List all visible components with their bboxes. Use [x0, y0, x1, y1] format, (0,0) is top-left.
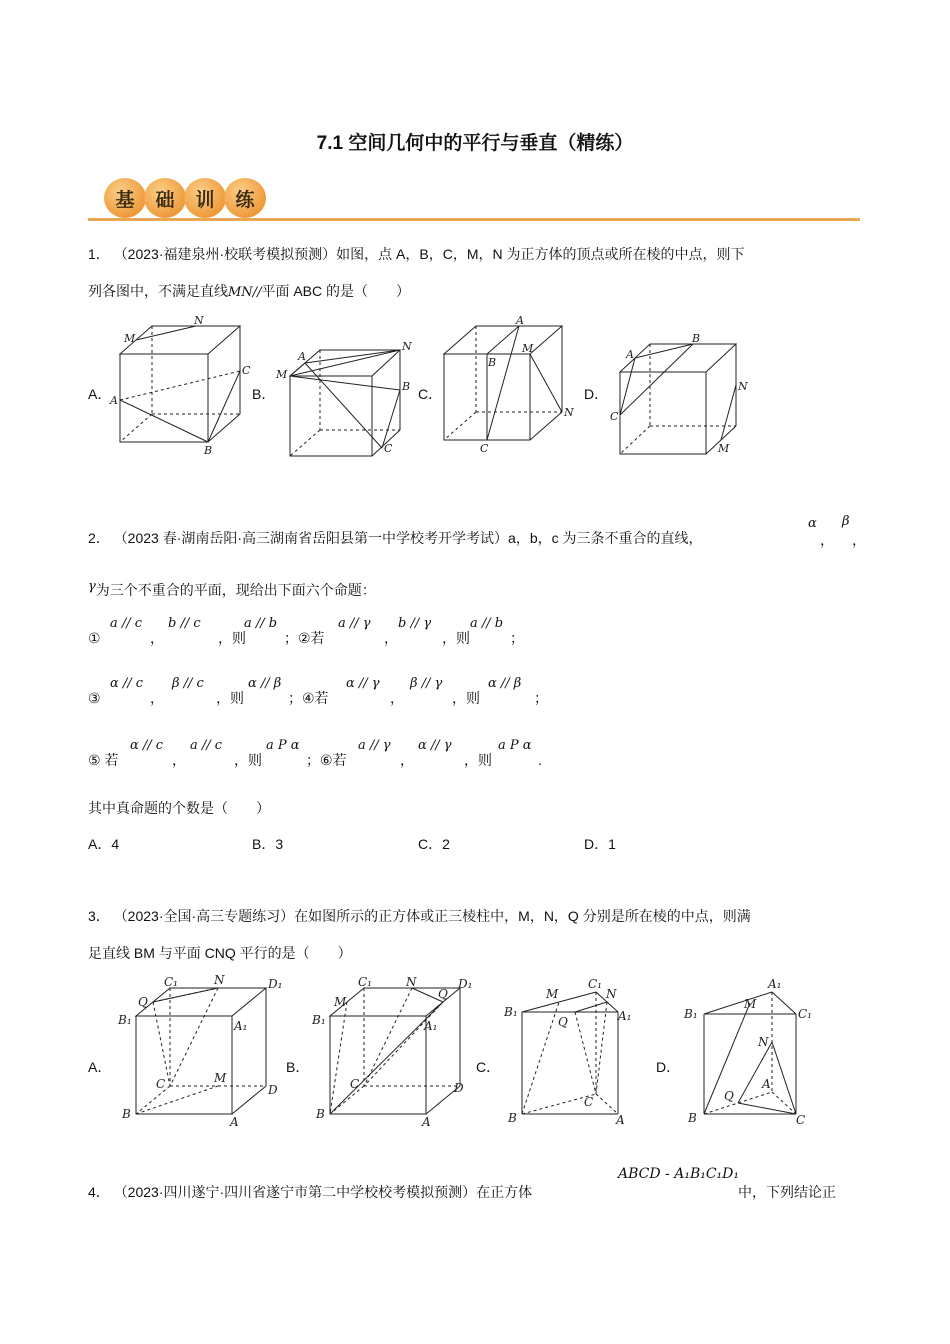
vertex-label: C₁: [798, 1007, 812, 1021]
math-expression: α // β: [488, 676, 522, 691]
vertex-label: C: [384, 442, 393, 455]
question-source: （2023·福建泉州·校联考模拟预测）: [113, 246, 337, 262]
vertex-label: B₁: [312, 1013, 326, 1027]
vertex-label: M: [124, 332, 136, 345]
vertex-label: N: [214, 973, 225, 987]
text: ；: [534, 690, 548, 706]
comma: ，: [172, 752, 186, 768]
cube-figure-1a: [108, 314, 258, 464]
text: ，则: [218, 630, 246, 646]
proposition-row-3: [88, 738, 860, 774]
option-b[interactable]: B．: [286, 1059, 310, 1075]
vertex-label: B₁: [118, 1013, 132, 1027]
math-expression: α // γ: [346, 676, 380, 691]
vertex-label: A: [762, 1077, 771, 1091]
vertex-label: B: [688, 1111, 697, 1125]
vertex-label: B: [488, 356, 497, 369]
question-source: （2023·四川遂宁·四川省遂宁市第二中学校校考模拟预测）: [113, 1184, 477, 1200]
section-badge: 训: [184, 178, 226, 218]
math-expression: a // b: [470, 616, 504, 631]
comma: ，: [390, 690, 404, 706]
math-beta: β: [842, 514, 850, 529]
question-2-line-1: [88, 528, 860, 548]
question-text: 平面 ABC 的是（ ）: [261, 283, 411, 299]
vertex-label: C: [584, 1095, 594, 1109]
math-gamma: γ: [88, 579, 96, 594]
prism-figure-3c: [502, 968, 652, 1133]
vertex-label: N: [402, 340, 412, 353]
vertex-label: A₁: [618, 1009, 632, 1023]
cube-figure-3b: [310, 974, 490, 1139]
question-number: 3．: [88, 908, 110, 924]
math-expression: a P α: [266, 738, 300, 753]
proposition-marker: ③: [88, 690, 101, 706]
option-a[interactable]: A．: [88, 386, 112, 402]
option-d[interactable]: D．: [656, 1059, 681, 1075]
vertex-label: A: [298, 350, 306, 363]
question-2-prompt: 其中真命题的个数是（ ）: [88, 800, 270, 816]
proposition-marker: ①: [88, 630, 101, 646]
cube-figure-1b: [272, 338, 422, 468]
math-expression: β // γ: [410, 676, 443, 691]
vertex-label: B: [692, 332, 701, 345]
math-expression: α // β: [248, 676, 282, 691]
comma: ，: [150, 630, 164, 646]
vertex-label: D₁: [458, 977, 473, 991]
question-text: 如图，点 A，B，C，M，N 为正方体的顶点或所在棱的中点，则下: [336, 246, 745, 262]
math-expression: MN//: [228, 285, 262, 300]
vertex-label: A: [626, 348, 634, 361]
section-badge: 练: [224, 178, 266, 218]
vertex-label: C: [350, 1077, 360, 1091]
vertex-label: D: [454, 1081, 464, 1095]
question-4-line-1: [88, 1182, 532, 1202]
question-text: a，b，c 为三条不重合的直线，: [508, 530, 703, 546]
question-3-line-2: 足直线 BM 与平面 CNQ 平行的是（ ）: [88, 945, 352, 961]
math-expression: α // c: [130, 738, 164, 753]
math-expression: a // γ: [338, 616, 371, 631]
text: ，则: [234, 752, 262, 768]
question-text: 在正方体: [476, 1184, 533, 1200]
option-c[interactable]: C．2: [418, 836, 450, 852]
math-expression: a // c: [110, 616, 143, 631]
text: ；②若: [284, 630, 325, 646]
vertex-label: B₁: [684, 1007, 698, 1021]
text: ；④若: [288, 690, 329, 706]
proposition-row-1: [88, 616, 860, 652]
comma: ，: [400, 752, 414, 768]
cube-figure-3a: [114, 974, 294, 1139]
vertex-label: M: [522, 342, 534, 355]
text: ，则: [452, 690, 480, 706]
question-number: 4．: [88, 1184, 110, 1200]
vertex-label: B: [122, 1107, 131, 1121]
option-c[interactable]: C．: [476, 1059, 501, 1075]
comma: ，: [384, 630, 398, 646]
vertex-label: A: [616, 1113, 625, 1127]
vertex-label: B: [316, 1107, 325, 1121]
vertex-label: N: [606, 987, 617, 1001]
comma: ，: [852, 532, 866, 548]
option-d[interactable]: D．1: [584, 836, 616, 852]
question-number: 1．: [88, 246, 110, 262]
question-source: （2023·全国·高三专题练习）: [113, 908, 295, 924]
question-text: 为三个不重合的平面，现给出下面六个命题：: [95, 582, 376, 598]
vertex-label: N: [564, 406, 574, 419]
vertex-label: C: [242, 364, 251, 377]
vertex-label: C: [156, 1077, 166, 1091]
text: ；: [510, 630, 524, 646]
vertex-label: C: [796, 1113, 806, 1127]
section-badge: 础: [144, 178, 186, 218]
question-number: 2．: [88, 530, 110, 546]
vertex-label: Q: [558, 1015, 568, 1029]
vertex-label: A: [110, 394, 118, 407]
option-b[interactable]: B．3: [252, 836, 284, 852]
vertex-label: A: [516, 314, 524, 327]
option-a[interactable]: A．4: [88, 836, 120, 852]
math-expression: β // c: [172, 676, 204, 691]
text: ，则: [216, 690, 244, 706]
question-1-line-2: [88, 281, 410, 303]
option-a[interactable]: A．: [88, 1059, 112, 1075]
vertex-label: A: [230, 1115, 239, 1129]
math-expression: α // γ: [418, 738, 452, 753]
vertex-label: A₁: [424, 1019, 438, 1033]
math-expression: a // c: [190, 738, 223, 753]
vertex-label: B: [402, 380, 411, 393]
math-expression: ABCD - A₁B₁C₁D₁: [618, 1166, 740, 1182]
comma: ，: [820, 532, 834, 548]
prism-figure-3d: [684, 968, 834, 1133]
question-1-line-1: [88, 244, 745, 264]
question-3-line-1: [88, 906, 751, 926]
option-b[interactable]: B．: [252, 386, 276, 402]
math-expression: a // b: [244, 616, 278, 631]
vertex-label: Q: [138, 995, 148, 1009]
vertex-label: B: [204, 444, 213, 457]
math-expression: b // γ: [398, 616, 432, 631]
vertex-label: C₁: [358, 975, 372, 989]
vertex-label: C₁: [164, 975, 178, 989]
math-expression: b // c: [168, 616, 201, 631]
math-expression: a // γ: [358, 738, 391, 753]
vertex-label: C: [480, 442, 489, 455]
vertex-label: D₁: [268, 977, 283, 991]
vertex-label: A: [422, 1115, 431, 1129]
question-source: （2023 春·湖南岳阳·高三湖南省岳阳县第一中学校考开学考试）: [113, 530, 509, 546]
option-d[interactable]: D．: [584, 386, 609, 402]
cube-figure-1c: [436, 314, 586, 464]
section-badge: 基: [104, 178, 146, 218]
proposition-row-2: [88, 676, 860, 712]
question-text: 列各图中，不满足直线: [88, 283, 228, 299]
vertex-label: N: [406, 975, 417, 989]
vertex-label: N: [738, 380, 748, 393]
question-text: 中，下列结论正: [738, 1184, 836, 1200]
vertex-label: A₁: [234, 1019, 248, 1033]
comma: ，: [150, 690, 164, 706]
vertex-label: N: [194, 314, 204, 327]
math-alpha: α: [808, 516, 817, 531]
vertex-label: M: [546, 987, 559, 1001]
section-divider: [88, 218, 860, 221]
vertex-label: D: [268, 1083, 278, 1097]
vertex-label: C: [610, 410, 619, 423]
vertex-label: A₁: [768, 977, 782, 991]
text: ，则: [464, 752, 492, 768]
text: ；⑥若: [306, 752, 347, 768]
vertex-label: M: [744, 997, 757, 1011]
vertex-label: Q: [438, 987, 448, 1001]
vertex-label: N: [758, 1035, 769, 1049]
vertex-label: M: [718, 442, 730, 455]
text: ，则: [442, 630, 470, 646]
page-title: 7.1 空间几何中的平行与垂直（精练）: [316, 133, 634, 154]
vertex-label: M: [334, 995, 347, 1009]
math-expression: α // c: [110, 676, 144, 691]
vertex-label: B₁: [504, 1005, 518, 1019]
vertex-label: Q: [724, 1089, 734, 1103]
text: .: [538, 752, 542, 768]
cube-figure-1d: [606, 330, 756, 465]
math-expression: a P α: [498, 738, 532, 753]
option-c[interactable]: C．: [418, 386, 443, 402]
vertex-label: B: [508, 1111, 517, 1125]
vertex-label: M: [276, 368, 288, 381]
vertex-label: C₁: [588, 977, 602, 991]
question-text: 在如图所示的正方体或正三棱柱中，M，N，Q 分别是所在棱的中点，则满: [294, 908, 751, 924]
question-2-line-2: [88, 580, 376, 602]
proposition-marker: ⑤ 若: [88, 752, 119, 768]
vertex-label: M: [214, 1071, 227, 1085]
